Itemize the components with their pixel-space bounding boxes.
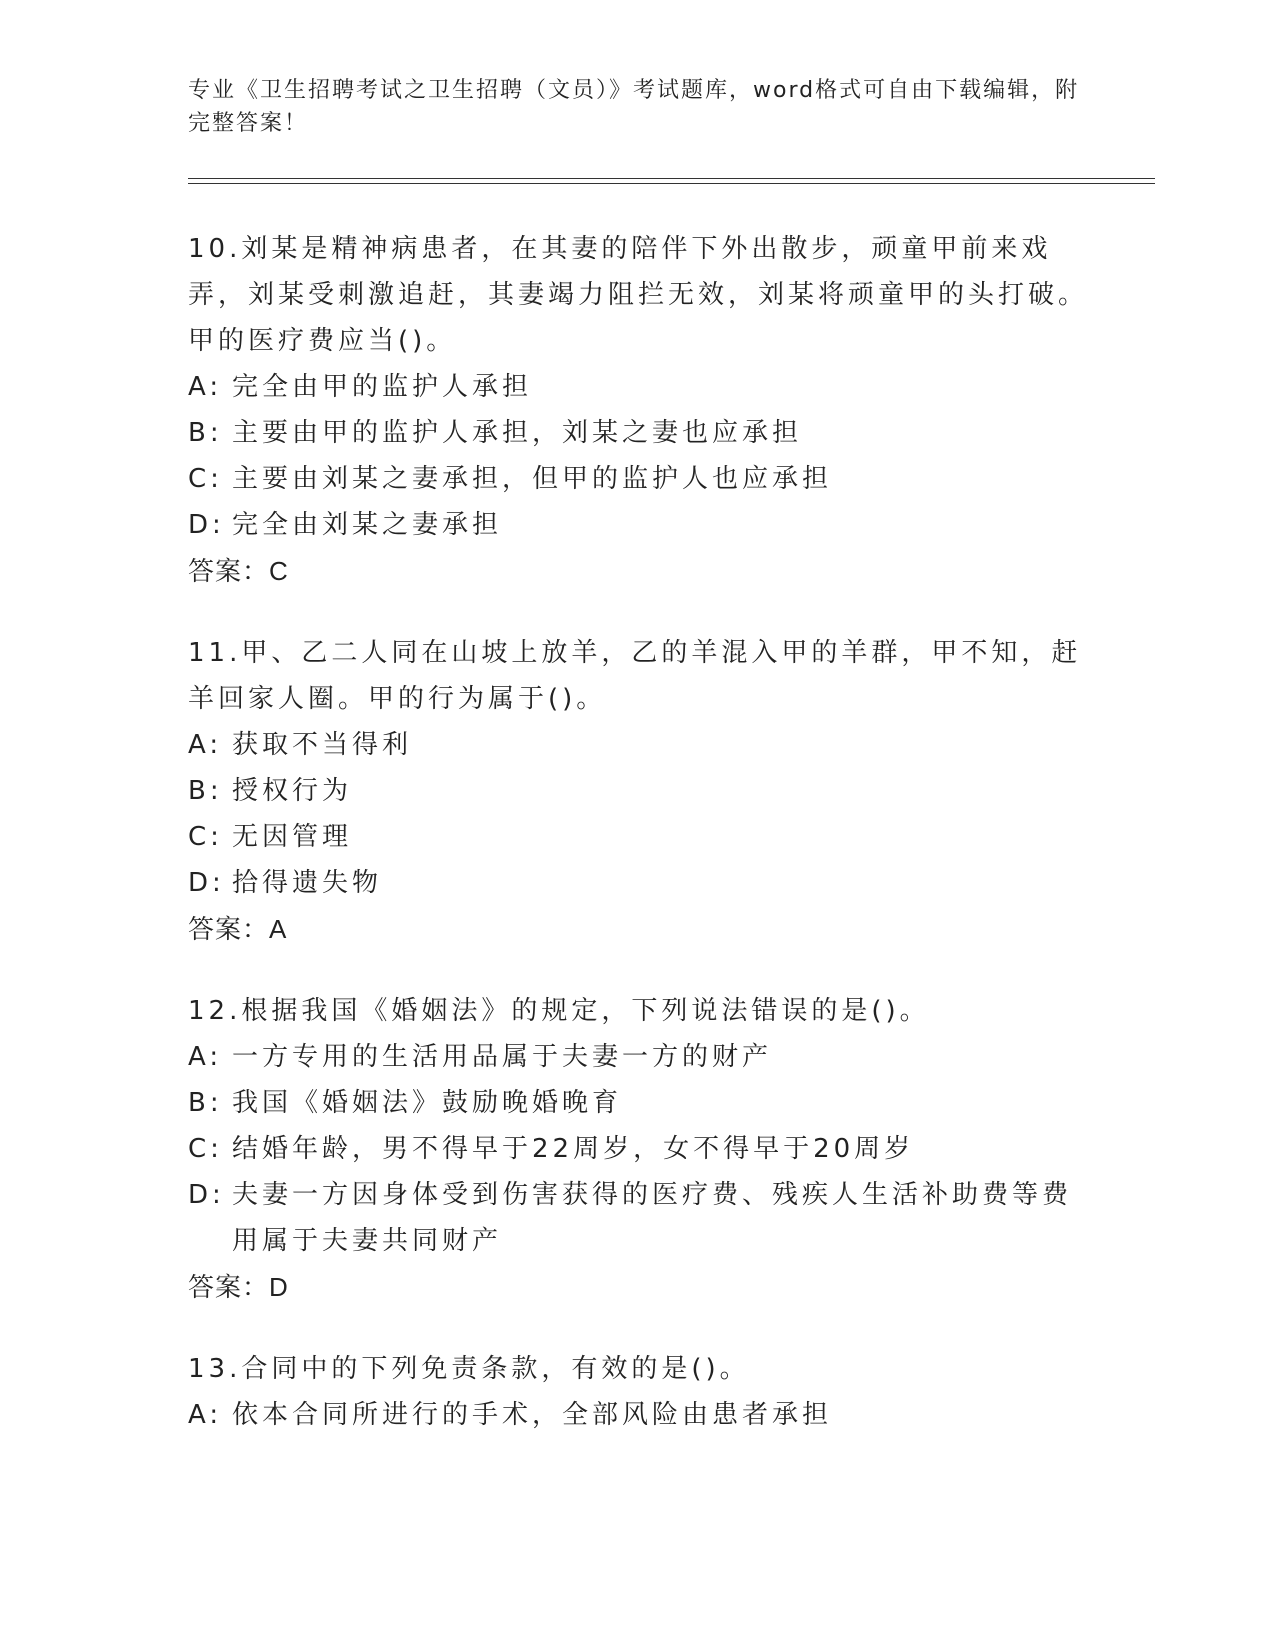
option-letter: C: (188, 822, 223, 852)
option-text: 获取不当得利 (232, 730, 413, 760)
option-text: 授权行为 (232, 776, 353, 806)
option-letter: D: (188, 510, 225, 540)
option-text: 夫妻一方因身体受到伤害获得的医疗费、残疾人生活补助费等费用属于夫妻共同财产 (232, 1180, 1073, 1256)
answer: 答案：A (188, 914, 288, 944)
option-letter: D: (188, 1180, 225, 1210)
option-text: 主要由刘某之妻承担，但甲的监护人也应承担 (232, 464, 833, 494)
option-c (188, 1126, 1088, 1172)
option-letter: D: (188, 868, 225, 898)
option-letter: A: (188, 1400, 223, 1430)
option-text: 一方专用的生活用品属于夫妻一方的财产 (232, 1042, 773, 1072)
answer: 答案：C (188, 556, 289, 586)
header-divider-bottom (188, 183, 1155, 184)
option-b (188, 1080, 1088, 1126)
option-letter: C: (188, 464, 223, 494)
option-text: 拾得遗失物 (232, 868, 383, 898)
option-d (188, 1172, 1088, 1264)
option-b (188, 410, 1088, 456)
question-10 (188, 226, 1088, 594)
option-letter: B: (188, 776, 223, 806)
option-text: 完全由甲的监护人承担 (232, 372, 533, 402)
option-c (188, 456, 1088, 502)
option-text: 依本合同所进行的手术，全部风险由患者承担 (232, 1400, 833, 1430)
option-text: 完全由刘某之妻承担 (232, 510, 503, 540)
option-a (188, 1392, 1088, 1438)
header-divider-top (188, 178, 1155, 179)
option-b (188, 768, 1088, 814)
question-12 (188, 988, 1088, 1310)
option-text: 主要由甲的监护人承担，刘某之妻也应承担 (232, 418, 803, 448)
question-text: 10.刘某是精神病患者，在其妻的陪伴下外出散步，顽童甲前来戏弄，刘某受刺激追赶，其妻竭力阻拦无效，刘某将顽童甲的头打破。甲的医疗费应当()。 (188, 234, 1089, 356)
question-11 (188, 630, 1088, 952)
option-letter: C: (188, 1134, 223, 1164)
option-text: 结婚年龄，男不得早于22周岁，女不得早于20周岁 (232, 1134, 915, 1164)
option-letter: B: (188, 418, 223, 448)
option-letter: A: (188, 1042, 223, 1072)
question-13 (188, 1346, 1088, 1438)
option-letter: B: (188, 1088, 223, 1118)
option-d (188, 860, 1088, 906)
option-a (188, 722, 1088, 768)
question-text: 13.合同中的下列免责条款，有效的是()。 (188, 1354, 750, 1384)
question-text: 12.根据我国《婚姻法》的规定，下列说法错误的是()。 (188, 996, 930, 1026)
answer: 答案：D (188, 1272, 289, 1302)
option-letter: A: (188, 730, 223, 760)
option-a (188, 364, 1088, 410)
option-text: 我国《婚姻法》鼓励晚婚晚育 (232, 1088, 623, 1118)
document-header: 专业《卫生招聘考试之卫生招聘（文员）》考试题库，word格式可自由下载编辑，附完整答案！ (188, 78, 1080, 136)
option-text: 无因管理 (232, 822, 353, 852)
option-c (188, 814, 1088, 860)
question-text: 11.甲、乙二人同在山坡上放羊，乙的羊混入甲的羊群，甲不知，赶羊回家人圈。甲的行为属于()。 (188, 638, 1082, 714)
option-letter: A: (188, 372, 223, 402)
option-d (188, 502, 1088, 548)
option-a (188, 1034, 1088, 1080)
